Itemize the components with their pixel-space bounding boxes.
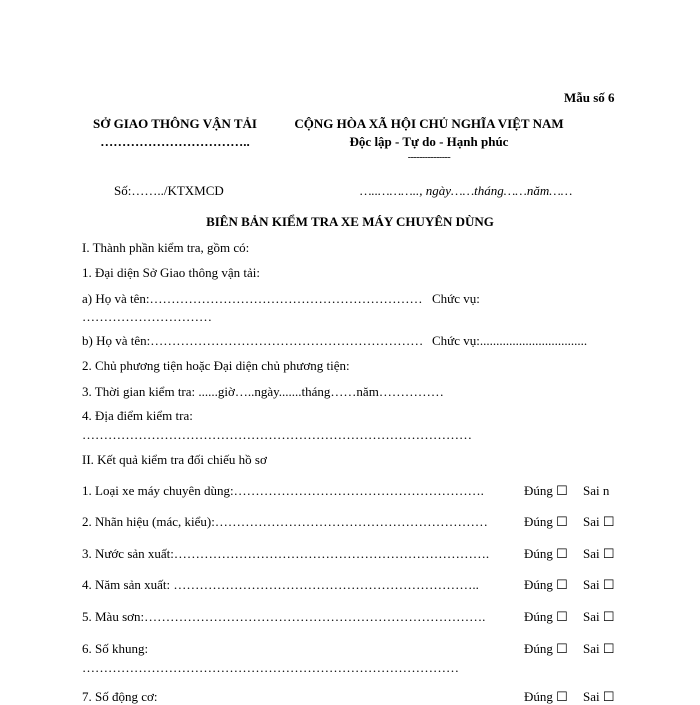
section1-item2: 2. Chủ phương tiện hoặc Đại diện chủ phương tiện:: [82, 358, 350, 373]
check-row-label: 3. Nước sản xuất:……………………………………………………………….: [82, 546, 490, 561]
check-row-wrong: Sai ☐: [583, 641, 615, 656]
check-row-ok: Đúng ☐: [524, 609, 568, 624]
check-row-wrong: Sai ☐: [583, 546, 615, 561]
item-a-name: a) Họ và tên:………………………………………………………: [82, 291, 423, 306]
document-title: BIÊN BẢN KIỂM TRA XE MÁY CHUYÊN DÙNG: [206, 214, 494, 229]
country-motto: Độc lập - Tự do - Hạnh phúc: [349, 134, 509, 149]
document-number: Số:……../KTXMCD: [114, 183, 224, 198]
check-row-ok: Đúng ☐: [524, 577, 568, 592]
item-b-name: b) Họ và tên:………………………………………………………: [82, 333, 424, 348]
section1-item4: 4. Địa điểm kiểm tra:: [82, 408, 193, 423]
check-row-ok: Đúng ☐: [524, 546, 568, 561]
item-a-continuation: …………………………: [82, 309, 212, 324]
country-name: CỘNG HÒA XÃ HỘI CHỦ NGHĨA VIỆT NAM: [294, 116, 564, 131]
check-row-label: 4. Năm sản xuất: ……………………………………………………………..: [82, 577, 479, 592]
section2-heading: II. Kết quả kiểm tra đối chiếu hồ sơ: [82, 452, 267, 467]
form-code: Mẫu số 6: [564, 90, 615, 105]
item-b-role: Chức vụ:.................................: [432, 333, 588, 348]
check-row-ok: Đúng ☐: [524, 483, 568, 498]
check-row-label: 2. Nhãn hiệu (mác, kiểu):………………………………………………………: [82, 514, 488, 529]
item-a-role: Chức vụ:: [432, 291, 480, 306]
check-row-ok: Đúng ☐: [524, 514, 568, 529]
check-row-ok: Đúng ☐: [524, 641, 568, 656]
country-rule: ---------------: [407, 152, 451, 163]
section1-heading: I. Thành phần kiểm tra, gồm có:: [82, 240, 250, 255]
check-row-wrong: Sai n: [583, 483, 610, 498]
agency-name: SỞ GIAO THÔNG VẬN TẢI: [93, 116, 257, 131]
check-row-wrong: Sai ☐: [583, 609, 615, 624]
section1-item3: 3. Thời gian kiểm tra: ......giờ…..ngày.......tháng……năm……………: [82, 384, 444, 399]
section1-item1: 1. Đại diện Sở Giao thông vận tải:: [82, 265, 261, 280]
check-row-wrong: Sai ☐: [583, 689, 615, 704]
check-row-label: 5. Màu sơn:…………………………………………………………………….: [82, 609, 486, 624]
section1-item4-dots: ………………………………………………………………………………: [82, 427, 472, 442]
check-row-wrong: Sai ☐: [583, 514, 615, 529]
check-row-ok: Đúng ☐: [524, 689, 568, 704]
check-row-label: 6. Số khung:: [82, 641, 149, 656]
check-row-label: 7. Số động cơ:: [82, 689, 158, 704]
check-row-label: 1. Loại xe máy chuyên dùng:………………………………………………….: [82, 483, 484, 498]
check-row-dots: ……………………………………………………………………………: [82, 660, 459, 675]
check-row-wrong: Sai ☐: [583, 577, 615, 592]
agency-dots: ……………………………..: [100, 134, 250, 149]
document-date: …..……….., ngày……tháng……năm……: [360, 183, 573, 198]
